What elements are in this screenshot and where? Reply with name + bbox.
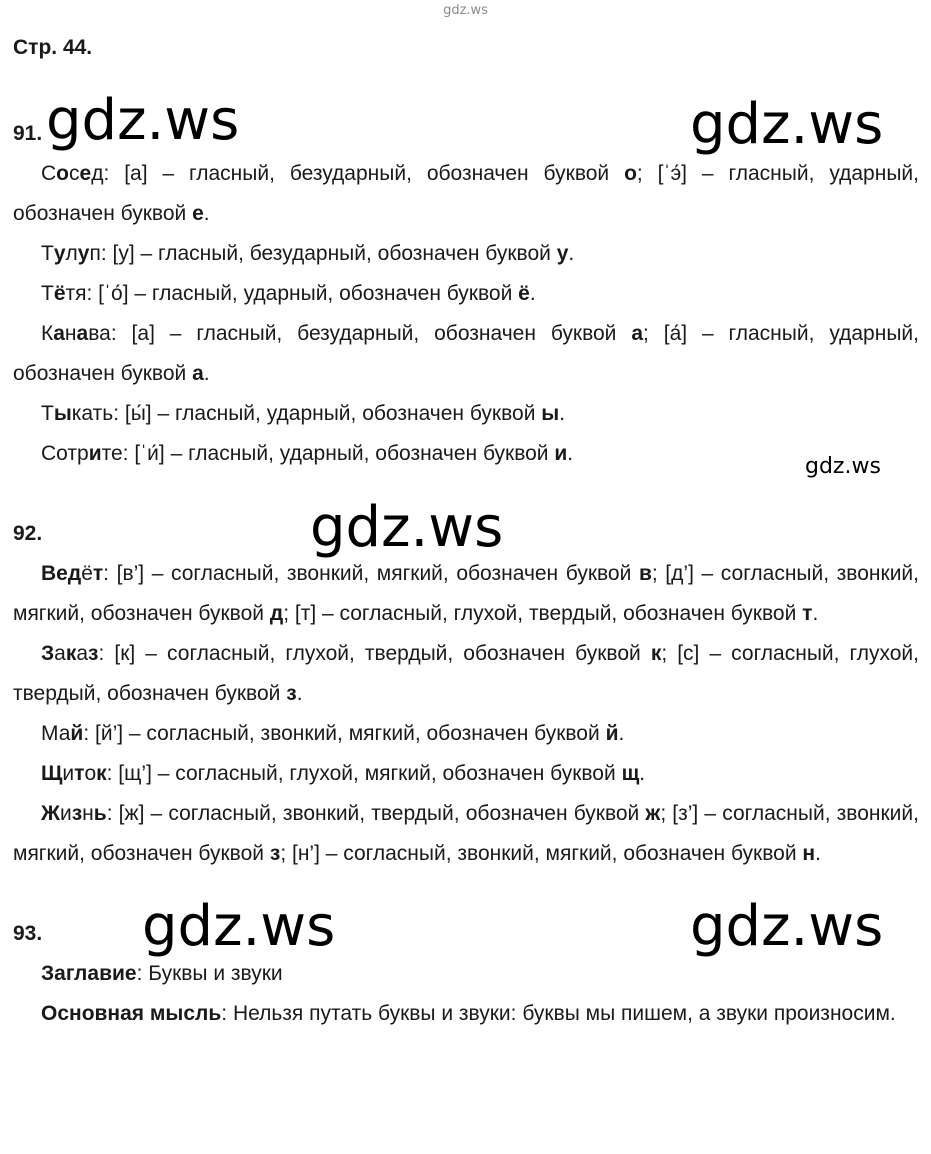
watermark-logo: gdz.ws: [690, 92, 884, 157]
paragraph-sosed: Сосед: [а] – гласный, безударный, обозначен буквой о; [ˈэ́] – гласный, ударный, обозначен буквой е.: [13, 162, 919, 225]
paragraph-title: Заглавие: Буквы и звуки: [41, 962, 283, 985]
top-watermark: gdz.ws: [443, 3, 488, 18]
watermark-logo: gdz.ws: [310, 495, 504, 560]
exercise-number-91: 91.: [13, 122, 43, 145]
exercise-number-92: 92.: [13, 522, 43, 545]
paragraph-tyotya: Тётя: [ˈо́] – гласный, ударный, обозначен буквой ё.: [41, 282, 536, 305]
paragraph-shchitok: Щиток: [щ’] – согласный, глухой, мягкий, обозначен буквой щ.: [41, 762, 646, 785]
paragraph-tulup: Тулуп: [у] – гласный, безударный, обозначен буквой у.: [41, 242, 575, 265]
paragraph-tykat: Тыкать: [ы́] – гласный, ударный, обозначен буквой ы.: [41, 402, 566, 425]
exercise-number-93: 93.: [13, 922, 43, 945]
watermark-logo-small: gdz.ws: [805, 454, 881, 479]
paragraph-main-idea: Основная мысль: Нельзя путать буквы и звуки: буквы мы пишем, а звуки произносим.: [41, 1002, 896, 1025]
watermark-logo: gdz.ws: [142, 894, 336, 959]
watermark-logo: gdz.ws: [46, 88, 240, 153]
watermark-logo: gdz.ws: [690, 894, 884, 959]
page-heading: Стр. 44.: [13, 36, 93, 59]
paragraph-zhizn: Жизнь: [ж] – согласный, звонкий, твердый, обозначен буквой ж; [з’] – согласный, звонкий, мягкий, обозначен буквой з; [н’] – согласный, звонкий, мягкий, обозначен буквой н.: [13, 802, 919, 865]
paragraph-vedyot: Ведёт: [в’] – согласный, звонкий, мягкий, обозначен буквой в; [д’] – согласный, звонкий, мягкий, обозначен буквой д; [т] – согласный, глухой, твердый, обозначен буквой т.: [13, 562, 919, 625]
paragraph-may: Май: [й’] – согласный, звонкий, мягкий, обозначен буквой й.: [41, 722, 625, 745]
document-body: [13, 28, 919, 1034]
paragraph-zakaz: Заказ: [к] – согласный, глухой, твердый, обозначен буквой к; [с] – согласный, глухой, твердый, обозначен буквой з.: [13, 642, 919, 705]
paragraph-sotrite: Сотрите: [ˈи́] – гласный, ударный, обозначен буквой и.: [41, 442, 574, 465]
paragraph-kanava: Канава: [а] – гласный, безударный, обозначен буквой а; [а́] – гласный, ударный, обозначен буквой а.: [13, 322, 919, 385]
